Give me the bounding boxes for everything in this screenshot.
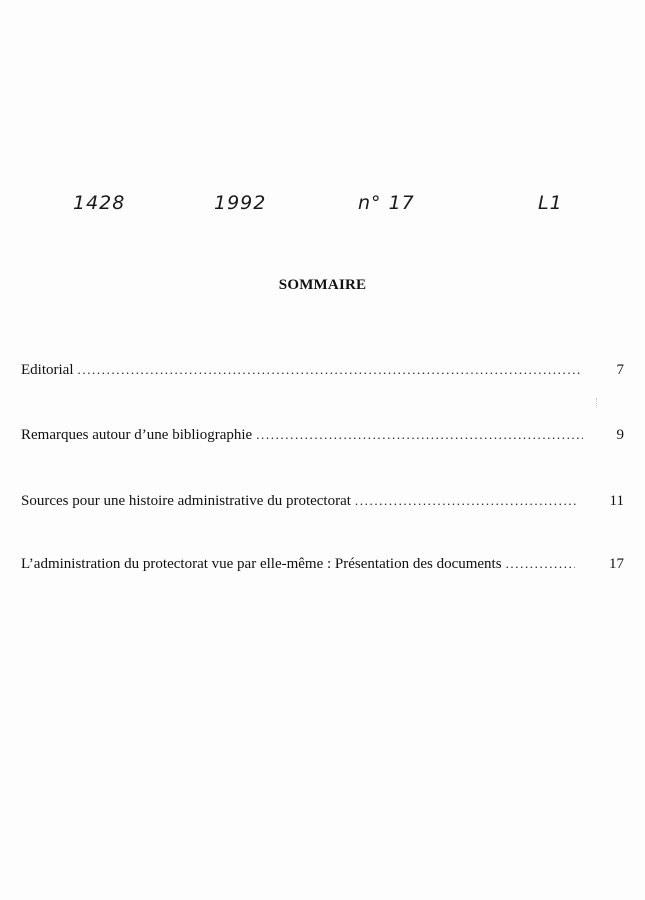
toc-entry-title: Remarques autour d’une bibliographie	[21, 427, 253, 443]
toc-entry	[21, 555, 624, 573]
toc-page-number: 17	[609, 556, 624, 572]
toc-leader-dots	[355, 492, 576, 510]
toc-leader-dots	[78, 361, 583, 379]
handwritten-year: 1992	[214, 192, 267, 214]
toc-entry-title: Editorial	[21, 362, 74, 378]
scan-mark	[596, 398, 600, 408]
toc-page-number: 9	[616, 427, 624, 443]
toc-leader-dots	[256, 426, 582, 444]
handwritten-code: L1	[538, 192, 563, 214]
handwritten-issue-number: n° 17	[358, 192, 415, 214]
toc-entry	[21, 492, 624, 510]
toc-entry	[21, 361, 624, 379]
toc-page-number: 7	[616, 362, 624, 378]
toc-entry	[21, 426, 624, 444]
toc-page-number: 11	[609, 493, 624, 509]
toc-entry-title: L’administration du protectorat vue par elle-même : Présentation des documents	[21, 556, 502, 572]
toc-entry-title: Sources pour une histoire administrative du protectorat	[21, 493, 351, 509]
handwritten-reference-number: 1428	[73, 192, 126, 214]
page-title: SOMMAIRE	[278, 277, 367, 293]
toc-leader-dots	[506, 555, 575, 573]
